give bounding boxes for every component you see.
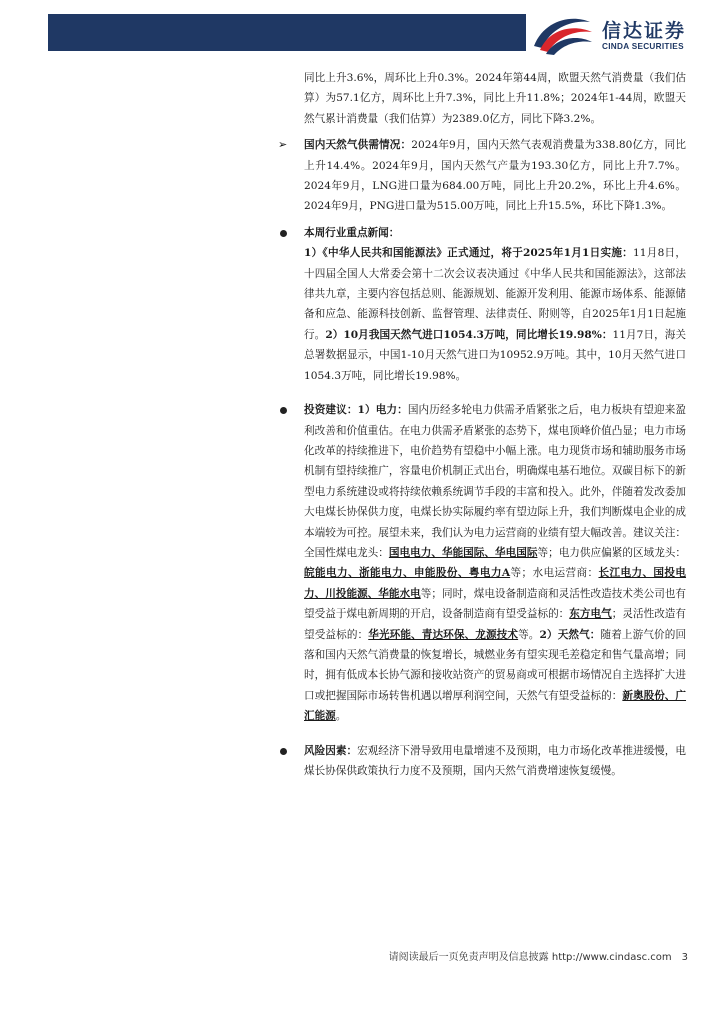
news-1-text: 11月8日，十四届全国人大常委会第十二次会议表决通过《中华人民共和国能源法》，这部法律共九章，主要内容包括总则、能源规划、能源开发利用、能源市场体系、能源储备和应急、能源科技创新、监督管理、法律责任、附则等，自2025年1月1日起施行。 [304, 247, 686, 341]
page-footer [389, 948, 688, 963]
dot-bullet-icon [276, 223, 296, 244]
investment-power-heading: 1）电力： [357, 404, 408, 417]
risk-text: 宏观经济下滑导致用电量增速不及预期，电力市场化改革推进缓慢，电煤长协保供政策执行力度不及预期，国内天然气消费增速恢复缓慢。 [304, 744, 687, 777]
investment-gas-heading: 2）天然气： [539, 628, 601, 641]
investment-text-1: 国内历经多轮电力供需矛盾紧张之后，电力板块有望迎来盈利改善和价值重估。在电力供需矛盾紧张的态势下，煤电顶峰价值凸显；电力市场化改革的持续推进下，电价趋势有望稳中小幅上涨。电力现货市场和辅助服务市场机制有望持续推广，容量电价机制正式出台，明确煤电基石地位。双碳目标下的新型电力系统建设或将持续依赖系统调节手段的丰富和投入。此外，伴随着发改委加大电煤长协保供力度，电煤长协实际履约率有望边际上升，我们判断煤电企业的成本端较为可控。展望未来，我们认为电力运营商的业绩有望大幅改善。建议关注：全国性煤电龙头： [304, 404, 687, 559]
investment-text-2: 等；电力供应偏紧的区域龙头： [537, 546, 687, 559]
stock-group-hydro: 长江电力、国投电力、川投能源、华能水电 [304, 567, 687, 600]
section-risk-factors [276, 741, 686, 782]
domestic-gas-label: 国内天然气供需情况： [304, 139, 412, 152]
stock-group-gas: 新奥股份、广汇能源 [304, 689, 687, 723]
investment-text-8: 。 [335, 710, 347, 723]
stock-group-regional: 皖能电力、浙能电力、申能股份、粤电力A [304, 567, 511, 580]
paragraph-eu-gas: 同比上升3.6%，周环比上升0.3%。2024年第44周，欧盟天然气消费量（我们估算）为57.1亿方，周环比上升7.3%，同比上升11.8%；2024年1-44周，欧盟天然气累计消费量（我们估算）为2389.0亿方，同比下降3.2%。 [304, 72, 686, 125]
news-2-headline: 2）10月我国天然气进口1054.3万吨，同比增长19.98%： [325, 328, 613, 341]
arrow-bullet-icon: ➢ [278, 138, 288, 152]
page-number: 3 [681, 952, 688, 963]
section-industry-news [276, 223, 686, 243]
risk-label: 风险因素： [304, 744, 358, 757]
investment-label: 投资建议： [304, 404, 358, 417]
company-logo [530, 12, 710, 56]
investment-text-3: 等；水电运营商： [510, 567, 599, 580]
section-investment-advice [276, 400, 686, 727]
stock-group-flexibility: 华光环能、青达环保、龙源技术 [368, 628, 519, 641]
news-items [276, 243, 686, 386]
report-body [276, 68, 686, 781]
domestic-gas-text: 2024年9月，国内天然气表观消费量为338.80亿方，同比上升14.4%。2024年9月，国内天然气产量为193.30亿方，同比上升7.7%。2024年9月，LNG进口量为684.00万吨，同比上升20.2%，环比上升4.6%。2024年9月，PNG进口量为515.00万吨，同比上升15.5%，环比下降1.3%。 [304, 139, 686, 213]
logo-english-text: CINDA SECURITIES [602, 42, 684, 51]
news-1-headline: 1）《中华人民共和国能源法》正式通过，将于2025年1月1日实施： [304, 247, 634, 260]
investment-text-4: 等；同时，煤电设备制造商和灵活性改造技术类公司也有望受益于煤电新周期的开启，设备制造商有望受益标的： [304, 587, 687, 621]
investment-text-7: 随着上游气价的回落和国内天然气消费量的恢复增长，城燃业务有望实现毛差稳定和售气量高增；同时，拥有低成本长协气源和接收站资产的贸易商或可根据市场情况自主选择扩大进口或把握国际市场转售机遇以增厚利润空间，天然气有望受益标的： [304, 628, 687, 702]
dot-bullet-icon [276, 741, 296, 762]
footer-disclaimer: 请阅读最后一页免责声明及信息披露 http://www.cindasc.com [388, 952, 672, 963]
section-domestic-gas [276, 135, 686, 217]
cinda-logo-icon [530, 12, 594, 56]
header-bar [48, 14, 526, 51]
stock-equipment: 东方电气 [569, 608, 612, 621]
dot-bullet-icon [276, 400, 296, 421]
news-label: 本周行业重点新闻： [304, 226, 400, 239]
news-2-text: 11月7日，海关总署数据显示，中国1-10月天然气进口为10952.9万吨。其中，10月天然气进口1054.3万吨，同比增长19.98%。 [304, 328, 686, 382]
investment-text-6: 等。 [518, 628, 540, 641]
investment-text-5: ；灵活性改造有望受益标的： [304, 608, 687, 641]
stock-group-national-coal: 国电电力、华能国际、华电国际 [388, 546, 538, 559]
logo-chinese-text: 信达证券 [602, 20, 687, 42]
